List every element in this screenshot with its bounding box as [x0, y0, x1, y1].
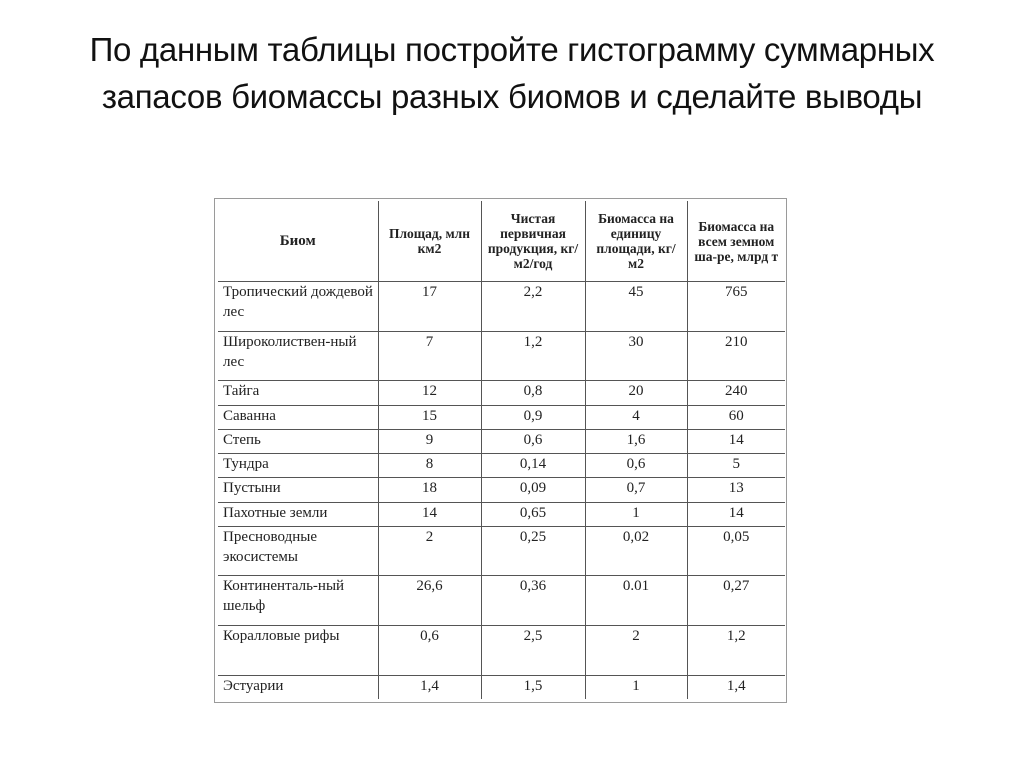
biomass-total-value: 240	[687, 381, 785, 405]
table-row	[218, 282, 785, 332]
area-value: 1,4	[378, 675, 481, 699]
table-row	[218, 405, 785, 429]
area-value: 2	[378, 526, 481, 576]
table-row	[218, 526, 785, 576]
biomass-total-value: 5	[687, 454, 785, 478]
biomass-total-value: 14	[687, 502, 785, 526]
table-row	[218, 381, 785, 405]
npp-value: 0,09	[481, 478, 585, 502]
table-row	[218, 675, 785, 699]
npp-value: 0,25	[481, 526, 585, 576]
area-value: 15	[378, 405, 481, 429]
biome-name: Саванна	[218, 405, 378, 429]
table-row	[218, 454, 785, 478]
biomass-per-area-value: 30	[585, 331, 687, 381]
table-row	[218, 331, 785, 381]
area-value: 8	[378, 454, 481, 478]
biome-name: Тундра	[218, 454, 378, 478]
biome-name: Коралловые рифы	[218, 626, 378, 676]
biome-name: Тайга	[218, 381, 378, 405]
biome-table	[218, 201, 785, 699]
biomass-per-area-value: 20	[585, 381, 687, 405]
biomass-per-area-value: 2	[585, 626, 687, 676]
biomass-per-area-value: 1	[585, 675, 687, 699]
table-row	[218, 576, 785, 626]
biomass-total-value: 765	[687, 282, 785, 332]
biome-table-container	[214, 198, 787, 703]
npp-value: 0,14	[481, 454, 585, 478]
biomass-total-value: 60	[687, 405, 785, 429]
biomass-per-area-value: 0,7	[585, 478, 687, 502]
biome-name: Степь	[218, 429, 378, 453]
table-header-row	[218, 201, 785, 282]
biomass-per-area-value: 45	[585, 282, 687, 332]
area-value: 12	[378, 381, 481, 405]
npp-value: 0,36	[481, 576, 585, 626]
area-value: 7	[378, 331, 481, 381]
area-value: 18	[378, 478, 481, 502]
header-npp: Чистая первичная продукция, кг/м2/год	[481, 201, 585, 282]
npp-value: 2,5	[481, 626, 585, 676]
biomass-per-area-value: 1,6	[585, 429, 687, 453]
header-biomass-per-area: Биомасса на единицу площади, кг/м2	[585, 201, 687, 282]
area-value: 17	[378, 282, 481, 332]
table-row	[218, 429, 785, 453]
npp-value: 0,65	[481, 502, 585, 526]
biome-name: Пустыни	[218, 478, 378, 502]
npp-value: 0,8	[481, 381, 585, 405]
npp-value: 1,2	[481, 331, 585, 381]
biome-name: Пресноводные экосистемы	[218, 526, 378, 576]
table-row	[218, 626, 785, 676]
biomass-per-area-value: 0.01	[585, 576, 687, 626]
npp-value: 0,6	[481, 429, 585, 453]
biomass-total-value: 1,2	[687, 626, 785, 676]
area-value: 0,6	[378, 626, 481, 676]
npp-value: 1,5	[481, 675, 585, 699]
slide-title: По данным таблицы постройте гистограмму суммарных запасов биомассы разных биомов и сделайте выводы	[89, 31, 935, 115]
area-value: 9	[378, 429, 481, 453]
biomass-per-area-value: 4	[585, 405, 687, 429]
biomass-total-value: 0,05	[687, 526, 785, 576]
header-biome: Биом	[218, 201, 378, 282]
area-value: 14	[378, 502, 481, 526]
biomass-per-area-value: 0,02	[585, 526, 687, 576]
biomass-total-value: 1,4	[687, 675, 785, 699]
biome-name: Пахотные земли	[218, 502, 378, 526]
biomass-per-area-value: 0,6	[585, 454, 687, 478]
table-row	[218, 478, 785, 502]
npp-value: 0,9	[481, 405, 585, 429]
header-area: Площад, млн км2	[378, 201, 481, 282]
biomass-total-value: 14	[687, 429, 785, 453]
biomass-total-value: 210	[687, 331, 785, 381]
biome-name: Континенталь-ный шельф	[218, 576, 378, 626]
biomass-total-value: 0,27	[687, 576, 785, 626]
biome-name: Тропический дождевой лес	[218, 282, 378, 332]
biomass-total-value: 13	[687, 478, 785, 502]
npp-value: 2,2	[481, 282, 585, 332]
biome-name: Эстуарии	[218, 675, 378, 699]
biome-name: Широколиствен-ный лес	[218, 331, 378, 381]
header-biomass-total: Биомасса на всем земном ша-ре, млрд т	[687, 201, 785, 282]
biomass-per-area-value: 1	[585, 502, 687, 526]
table-row	[218, 502, 785, 526]
area-value: 26,6	[378, 576, 481, 626]
